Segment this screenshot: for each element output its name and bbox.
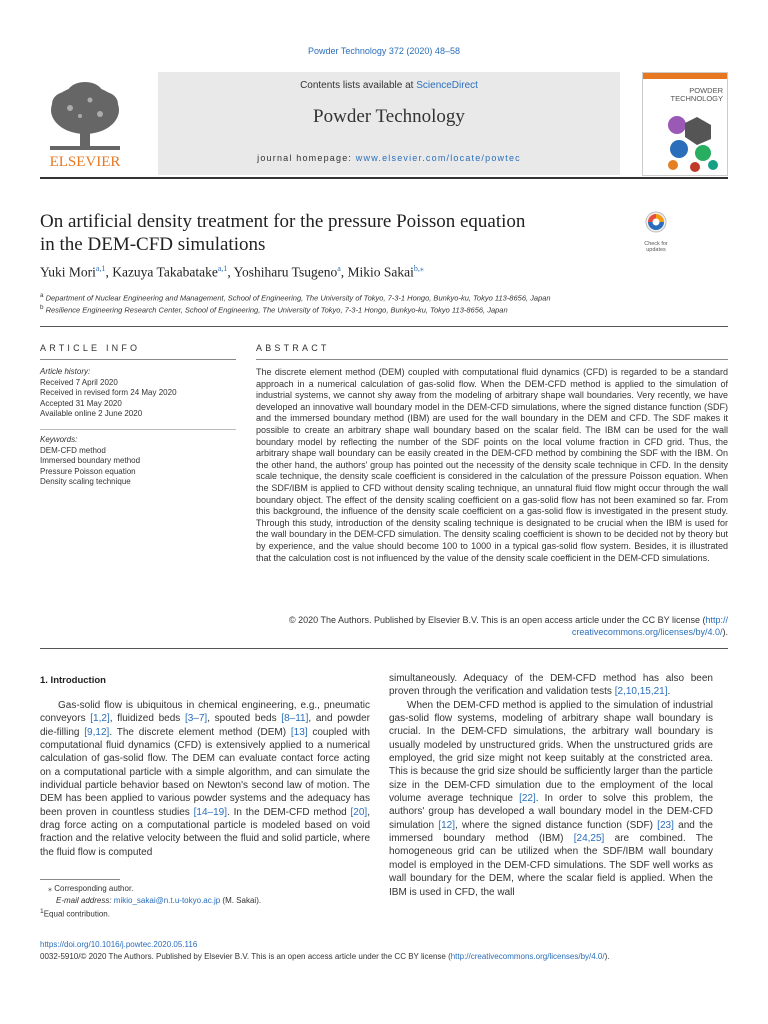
email-note <box>56 896 261 905</box>
paragraph-text: , and powder die-filling <box>40 713 370 738</box>
license-link-continued[interactable]: creativecommons.org/licenses/by/4.0/ <box>571 626 723 637</box>
author-affiliation-sup[interactable]: a <box>337 264 341 273</box>
issn-prefix: 0032-5910/© 2020 The Authors. Published by Elsevier B.V. This is an open access article under the CC BY license ( <box>40 952 451 961</box>
keyword-item: Pressure Poisson equation <box>40 466 136 476</box>
intro-left-column <box>40 699 370 859</box>
author-affiliation-sup[interactable]: a,1 <box>95 264 106 273</box>
equal-text: Equal contribution. <box>43 909 110 919</box>
elsevier-wordmark: ELSEVIER <box>49 154 121 170</box>
homepage-prefix: journal homepage: <box>257 153 356 163</box>
email-suffix: (M. Sakai). <box>220 896 262 905</box>
affiliation-sup: b <box>40 304 44 311</box>
affiliation-text: Resilience Engineering Research Center, School of Engineering, The University of Tokyo, 7-3-1 Hongo, Bunkyo-ku, Tokyo 113-8656, Japan <box>45 305 508 315</box>
cover-title-line-1: POWDER <box>689 86 723 95</box>
author-separator: , <box>227 264 234 280</box>
reference-link[interactable]: [22] <box>519 793 536 805</box>
check-for-updates-badge[interactable] <box>636 210 676 253</box>
affiliation-a <box>40 292 551 303</box>
copyright-suffix: ). <box>722 626 728 637</box>
reference-link[interactable]: [8–11] <box>281 713 309 725</box>
paragraph-text: When the DEM-CFD method is applied to the simulation of industrial gas-solid flow systems, modeling of arbitrary shape wall boundary is crucial. In the DEM-CFD simulations, the arbitrary wall boundary is usually modeled by unstructured grids. When the unstructured grids are employed, the grid size might not keep suitably at the constricted area. This is because the grid size should be sufficiently larger than the particle size in the DEM-CFD simulation due to the employment of the local volume average technique <box>389 699 713 805</box>
keywords-rule <box>40 429 236 430</box>
history-item: Received 7 April 2020 <box>40 377 118 387</box>
issn-suffix: ). <box>604 952 610 961</box>
paragraph-text: . In order to solve this problem, the authors' group has developed a wall boundary model in the DEM-CFD simulation <box>389 793 714 831</box>
author[interactable]: Mikio Sakai <box>347 264 414 280</box>
reference-link[interactable]: [23] <box>657 819 674 831</box>
keyword-item: Immersed boundary method <box>40 456 141 465</box>
homepage-link[interactable]: www.elsevier.com/locate/powtec <box>355 153 521 163</box>
abstract-heading: ABSTRACT <box>256 343 330 353</box>
issn-license-link[interactable]: http://creativecommons.org/licenses/by/4.0/ <box>450 952 605 961</box>
email-label: E-mail address: <box>56 896 114 905</box>
article-title-line-1: On artificial density treatment for the pressure Poisson equation <box>40 211 526 232</box>
email-link[interactable]: mikio_sakai@n.t.u-tokyo.ac.jp <box>113 896 221 905</box>
abstract-rule <box>256 359 728 360</box>
paragraph-text: , drag force acting on a computational particle is modeled based on void fraction and the relative velocity between the fluid and solid particle, where the fluid flow is computed <box>40 806 370 858</box>
cover-title-line-2: TECHNOLOGY <box>670 94 723 103</box>
contents-available <box>158 80 620 91</box>
corresponding-author-note: ⁎ Corresponding author. <box>48 884 134 893</box>
reference-link[interactable]: [1,2] <box>90 713 110 725</box>
paragraph-text: . The discrete element method (DEM) <box>109 726 291 738</box>
history-item: Accepted 31 May 2020 <box>40 398 122 408</box>
license-link[interactable]: http:// <box>705 615 728 625</box>
author-separator: , <box>105 264 113 280</box>
journal-citation[interactable]: Powder Technology 372 (2020) 48–58 <box>308 46 460 56</box>
paragraph-text: , spouted beds <box>207 713 282 725</box>
reference-link[interactable]: [20] <box>350 806 368 818</box>
abstract-text: The discrete element method (DEM) coupled with computational fluid dynamics (CFD) is regarded to be a standard approach in a numerical calculation of gas-solid flow. When the DEM-CFD method is applied to the simulation of industrial systems, we cannot shy away from the modeling of arbitrary shape wall boundaries. Very recently, we have developed an innovative wall boundary model in the DEM-CFD simulations, where the signed distance function (SDF) and the immersed boundary method (IBM) are used for the wall boundary in the DEM and CFD. The SDF makes it possible to create an arbitrary shape wall boundary based on the scalar field. The IBM can be used for the wall boundary model by reflecting the number of the SDF points on the local volume fraction in CFD grid. Thus, the arbitrary shape wall boundary can be easily created in the DEM-CFD method by combining the SDF with the IBM. On the other hand, the authors' group has pointed out the necessity of the density scale technique in CFD. In the density scale technique, the density scale coefficient is considered in the calculation of the pressure Poisson equation. When the SDF/IBM is applied to CFD without density scaling technique, an unnatural fluid flow might occur through the wall boundary object. The effect of the density scaling coefficient on a gas-solid flow has not been examined so far. From this background, the influence of the density scale coefficient on a gas-solid flow is investigated in the present study. Through this study, introduction of the density scaling technique is designated to be crucial when the IBM is used for the wall boundary in the DEM-CFD simulation. The density scaling coefficient is shown to be decided not by theory but by experience, and the value should become 100 to 1000 in a typical gas-solid flow system. Besides, it is illustrated that the calculation cost is not influenced by the value of the density scale coefficient in the DEM-CFD simulations. <box>256 367 728 563</box>
abstract-copyright <box>256 615 728 638</box>
journal-cover-thumbnail[interactable] <box>642 72 728 176</box>
article-info-rule <box>40 359 236 360</box>
paragraph-text: , where the signed distance function (SDF) <box>454 819 658 831</box>
article-history-label: Article history: <box>40 367 91 376</box>
author[interactable]: Yuki Mori <box>40 264 96 280</box>
paragraph-text: simultaneously. Adequacy of the DEM-CFD method has also been proven through the verification and validation tests <box>389 673 713 698</box>
equal-sup: 1 <box>40 908 44 915</box>
doi-link[interactable]: https://doi.org/10.1016/j.powtec.2020.05.116 <box>40 940 198 949</box>
keywords-label: Keywords: <box>40 435 78 444</box>
article-history <box>40 367 236 420</box>
author-separator: , <box>340 264 348 280</box>
equal-contribution-note <box>40 908 110 919</box>
check-updates-line-1: Check for <box>644 241 668 247</box>
intro-right-column <box>389 672 713 899</box>
affiliation-b <box>40 304 508 315</box>
keyword-item: Density scaling technique <box>40 477 131 486</box>
cover-title <box>663 87 723 103</box>
contents-prefix: Contents lists available at <box>300 80 417 91</box>
sciencedirect-link[interactable]: ScienceDirect <box>416 80 478 91</box>
affiliation-text: Department of Nuclear Engineering and Management, School of Engineering, The University of Tokyo, 7-3-1 Hongo, Bunkyo-ku, Tokyo 113-8656, Japan <box>45 293 551 303</box>
history-item: Available online 2 June 2020 <box>40 409 143 418</box>
paragraph-text: . <box>667 686 671 698</box>
author[interactable]: Kazuya Takabatake <box>112 264 218 280</box>
check-updates-label <box>636 241 676 253</box>
author-affiliation-sup[interactable]: b,⁎ <box>413 264 424 273</box>
footnote-rule <box>40 879 120 880</box>
header-rule <box>40 177 728 179</box>
issn-line <box>40 952 609 961</box>
keywords <box>40 435 236 488</box>
article-info-heading: ARTICLE INFO <box>40 343 141 353</box>
reference-link[interactable]: [2,10,15,21] <box>614 686 668 698</box>
abstract-end-rule <box>40 648 728 649</box>
cover-artwork <box>657 111 723 173</box>
intro-paragraph-1 <box>40 699 370 859</box>
front-matter-rule <box>40 326 728 327</box>
paragraph-text: , fluidized beds <box>109 713 185 725</box>
reference-link[interactable]: [24,25] <box>573 833 605 845</box>
paragraph-text: and the immersed boundary method (IBM) <box>389 819 713 845</box>
intro-paragraph-2 <box>389 699 713 899</box>
elsevier-tree-logo <box>40 78 130 173</box>
intro-paragraph-continued <box>389 672 713 699</box>
paragraph-text: . In the DEM-CFD method <box>226 806 351 818</box>
journal-homepage <box>158 153 620 163</box>
journal-title: Powder Technology <box>313 106 465 127</box>
check-updates-icon <box>636 210 676 236</box>
copyright-prefix: © 2020 The Authors. Published by Elsevier B.V. This is an open access article under the CC BY license ( <box>288 615 706 625</box>
article-title <box>40 210 600 256</box>
reference-link[interactable]: [12] <box>438 819 455 831</box>
paragraph-text: are combined. The homogeneous grid can be utilized when the SDF/IBM wall boundary model is employed in the DEM-CFD simulations. The SDF well works as wall boundary for the DEM, where the scalar field is applied. When the IBM is used in CFD, the wall <box>389 833 713 898</box>
introduction-heading: 1. Introduction <box>40 675 106 686</box>
author-affiliation-sup[interactable]: a,1 <box>217 264 228 273</box>
check-updates-line-2: updates <box>646 247 666 253</box>
article-title-line-2: in the DEM-CFD simulations <box>40 234 266 255</box>
author[interactable]: Yoshiharu Tsugeno <box>233 264 338 280</box>
keyword-item: DEM-CFD method <box>40 445 106 455</box>
affiliation-sup: a <box>40 292 44 299</box>
paragraph-text: coupled with computational fluid dynamics (CFD) is extensively applied to a numerical calculation of gas-solid flow. The DEM can evaluate contact force acting on a computational particle with a simple algorithm, and can simulate the individual particle behavior based on Newton's second law of motion. The DEM has been applied to various powder systems and the adequacy has been proven in countless studies <box>40 726 370 818</box>
reference-link[interactable]: [14–19] <box>193 806 227 818</box>
author-list <box>40 264 424 281</box>
reference-link[interactable]: [9,12] <box>84 726 110 738</box>
paragraph-text: Gas-solid flow is ubiquitous in chemical engineering, e.g., pneumatic conveyors <box>40 700 370 725</box>
history-item: Received in revised form 24 May 2020 <box>40 388 177 397</box>
reference-link[interactable]: [3–7] <box>184 713 208 725</box>
reference-link[interactable]: [13] <box>290 726 308 738</box>
cover-top-stripe <box>643 73 727 79</box>
